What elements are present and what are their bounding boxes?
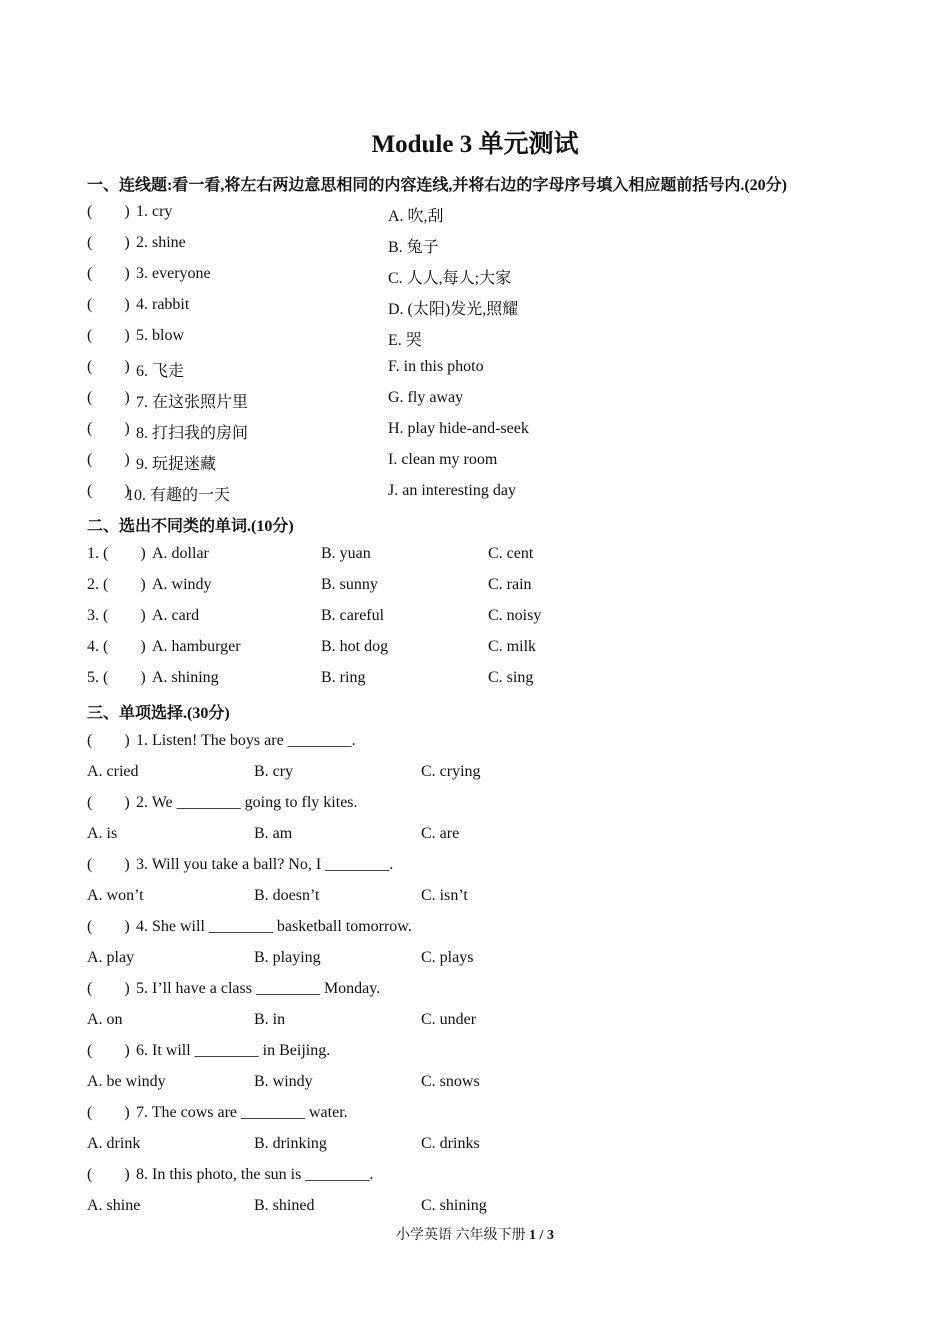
question-number: 5. ( ) (87, 669, 146, 686)
answer-paren: ( ) (87, 482, 130, 499)
matching-row (0, 265, 950, 289)
options-row (0, 1011, 950, 1035)
matching-row (0, 389, 950, 413)
left-item: 3. everyone (136, 265, 211, 282)
left-item: 5. blow (136, 327, 184, 344)
matching-row (0, 358, 950, 382)
matching-row (0, 327, 950, 351)
question-text: 2. We ________ going to fly kites. (136, 794, 358, 811)
right-item: J. an interesting day (388, 482, 516, 499)
footer-separator: / (536, 1228, 547, 1243)
section-2-heading: 二、选出不同类的单词.(10分) (87, 518, 294, 535)
right-item: A. 吹,刮 (388, 208, 444, 225)
answer-paren: ( ) (87, 265, 130, 282)
answer-paren: ( ) (87, 980, 130, 997)
option-a: A. won’t (87, 887, 144, 904)
section-3-heading: 三、单项选择.(30分) (87, 705, 230, 722)
question-text: 5. I’ll have a class ________ Monday. (136, 980, 381, 997)
right-item: I. clean my room (388, 451, 498, 468)
option-c: C. noisy (488, 607, 542, 624)
question-text: 1. Listen! The boys are ________. (136, 732, 356, 749)
question-row (0, 732, 950, 756)
left-item: 4. rabbit (136, 296, 190, 313)
option-c: C. crying (421, 763, 481, 780)
option-b: B. hot dog (321, 638, 389, 655)
matching-row (0, 482, 950, 506)
option-a: A. drink (87, 1135, 141, 1152)
matching-row (0, 203, 950, 227)
options-row (0, 949, 950, 973)
answer-paren: ( ) (87, 1166, 130, 1183)
option-a: A. shining (152, 669, 219, 686)
option-a: A. hamburger (152, 638, 241, 655)
matching-row (0, 451, 950, 475)
options-row (0, 1135, 950, 1159)
answer-paren: ( ) (87, 420, 130, 437)
footer-subject: 小学英语 六年级下册 (396, 1228, 526, 1243)
options-row (0, 1197, 950, 1221)
option-b: B. yuan (321, 545, 371, 562)
option-a: A. dollar (152, 545, 209, 562)
option-b: B. doesn’t (254, 887, 320, 904)
right-item: E. 哭 (388, 332, 422, 349)
option-b: B. cry (254, 763, 294, 780)
options-row (0, 1073, 950, 1097)
question-text: 3. Will you take a ball? No, I ________. (136, 856, 394, 873)
option-b: B. am (254, 825, 293, 842)
answer-paren: ( ) (87, 1042, 130, 1059)
option-c: C. cent (488, 545, 534, 562)
left-item: 7. 在这张照片里 (136, 394, 249, 411)
question-number: 1. ( ) (87, 545, 146, 562)
option-b: B. windy (254, 1073, 313, 1090)
option-b: B. ring (321, 669, 366, 686)
question-row (0, 794, 950, 818)
section-1-heading: 一、连线题:看一看,将左右两边意思相同的内容连线,并将右边的字母序号填入相应题前括号内.(20分) (87, 177, 787, 194)
option-c: C. under (421, 1011, 477, 1028)
answer-paren: ( ) (87, 203, 130, 220)
answer-paren: ( ) (87, 358, 130, 375)
question-row (0, 856, 950, 880)
question-row (0, 980, 950, 1004)
options-row (0, 763, 950, 787)
right-item: D. (太阳)发光,照耀 (388, 301, 519, 318)
right-item: C. 人人,每人;大家 (388, 270, 512, 287)
answer-paren: ( ) (87, 856, 130, 873)
left-item: 8. 打扫我的房间 (136, 425, 249, 442)
footer-page-number: 1 (529, 1228, 537, 1243)
option-c: C. snows (421, 1073, 480, 1090)
answer-paren: ( ) (87, 296, 130, 313)
question-text: 8. In this photo, the sun is ________. (136, 1166, 374, 1183)
odd-one-out-row (0, 576, 950, 600)
option-a: A. be windy (87, 1073, 166, 1090)
option-c: C. milk (488, 638, 537, 655)
right-item: F. in this photo (388, 358, 484, 375)
left-item: 9. 玩捉迷藏 (136, 456, 217, 473)
option-c: C. plays (421, 949, 474, 966)
option-b: B. shined (254, 1197, 315, 1214)
question-number: 2. ( ) (87, 576, 146, 593)
odd-one-out-row (0, 638, 950, 662)
question-row (0, 1104, 950, 1128)
option-b: B. sunny (321, 576, 378, 593)
left-item: 2. shine (136, 234, 186, 251)
option-c: C. isn’t (421, 887, 468, 904)
option-b: B. playing (254, 949, 321, 966)
option-a: A. shine (87, 1197, 141, 1214)
question-text: 4. She will ________ basketball tomorrow. (136, 918, 412, 935)
option-c: C. are (421, 825, 460, 842)
option-b: B. in (254, 1011, 286, 1028)
answer-paren: ( ) (87, 918, 130, 935)
answer-paren: ( ) (87, 732, 130, 749)
answer-paren: ( ) (87, 327, 130, 344)
left-item: 1. cry (136, 203, 173, 220)
options-row (0, 887, 950, 911)
option-c: C. drinks (421, 1135, 480, 1152)
right-item: G. fly away (388, 389, 464, 406)
right-item: B. 兔子 (388, 239, 439, 256)
right-item: H. play hide-and-seek (388, 420, 529, 437)
matching-row (0, 234, 950, 258)
option-c: C. sing (488, 669, 534, 686)
option-a: A. play (87, 949, 135, 966)
matching-row (0, 296, 950, 320)
question-number: 4. ( ) (87, 638, 146, 655)
odd-one-out-row (0, 607, 950, 631)
left-item: 10. 有趣的一天 (126, 487, 231, 504)
option-a: A. is (87, 825, 118, 842)
option-c: C. shining (421, 1197, 487, 1214)
answer-paren: ( ) (87, 451, 130, 468)
options-row (0, 825, 950, 849)
question-text: 6. It will ________ in Beijing. (136, 1042, 331, 1059)
question-text: 7. The cows are ________ water. (136, 1104, 348, 1121)
matching-row (0, 420, 950, 444)
answer-paren: ( ) (87, 1104, 130, 1121)
option-b: B. careful (321, 607, 385, 624)
option-c: C. rain (488, 576, 532, 593)
option-a: A. on (87, 1011, 123, 1028)
answer-paren: ( ) (87, 234, 130, 251)
option-a: A. cried (87, 763, 139, 780)
page-title: Module 3 单元测试 (371, 131, 579, 158)
answer-paren: ( ) (87, 794, 130, 811)
question-number: 3. ( ) (87, 607, 146, 624)
option-b: B. drinking (254, 1135, 327, 1152)
odd-one-out-row (0, 669, 950, 693)
left-item: 6. 飞走 (136, 363, 185, 380)
page-footer (0, 1224, 950, 1244)
answer-paren: ( ) (87, 389, 130, 406)
question-row (0, 1042, 950, 1066)
option-a: A. windy (152, 576, 212, 593)
footer-page-total: 3 (546, 1228, 554, 1243)
option-a: A. card (152, 607, 200, 624)
odd-one-out-row (0, 545, 950, 569)
question-row (0, 1166, 950, 1190)
question-row (0, 918, 950, 942)
